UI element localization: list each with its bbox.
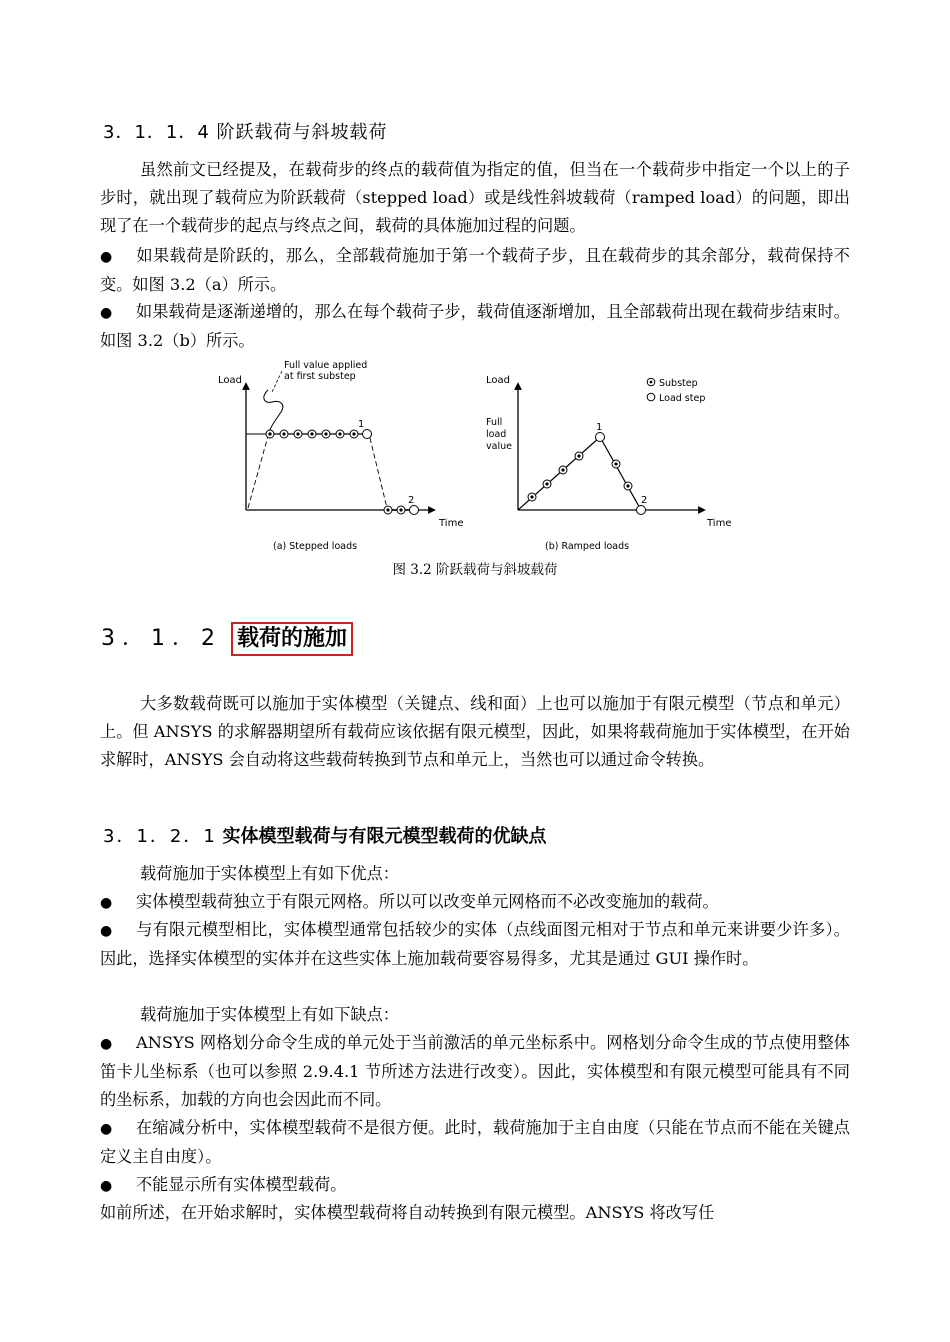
loadstep-label: 1 — [596, 422, 603, 433]
loadstep-label: 2 — [641, 495, 648, 506]
bullet-icon — [60, 1029, 136, 1058]
disadvantage-item — [100, 1171, 850, 1200]
paragraph-load-application: 大多数载荷既可以施加于实体模型（关键点、线和面）上也可以施加于有限元模型（节点和单元）上。但 ANSYS 的求解器期望所有载荷应该依据有限元模型，因此，如果将载荷施加于实体模型，在开始求解时，ANSYS 会自动将这些载荷转换到节点和单元上，当然也可以通过命令转换。 — [100, 694, 850, 769]
annotation-text: Full value applied — [284, 360, 368, 371]
section-number: 3．1．2．1 — [103, 826, 217, 847]
x-axis-label: Time — [707, 518, 732, 529]
bullet-text: 在缩减分析中，实体模型载荷不是很方便。此时，载荷施加于主自由度（只能在节点而不能在关键点定义主自由度）。 — [100, 1118, 850, 1166]
section-heading-3-1-2 — [101, 621, 353, 652]
disadvantage-item — [100, 1114, 850, 1171]
paragraph-intro: 虽然前文已经提及，在载荷步的终点的载荷值为指定的值，但当在一个载荷步中指定一个以上的子步时，就出现了载荷应为阶跃载荷（stepped load）或是线性斜坡载荷（ramped load）的问题，即出现了在一个载荷步的起点与终点之间，载荷的具体施加过程的问题。 — [100, 160, 850, 235]
ramped-load-chart — [486, 375, 731, 552]
stepped-load-chart — [218, 360, 463, 552]
bullet-icon — [60, 888, 136, 917]
annotation-squiggle — [264, 390, 283, 430]
bullet-text: 与有限元模型相比，实体模型通常包括较少的实体（点线面图元相对于节点和单元来讲要少许多）。因此，选择实体模型的实体并在这些实体上施加载荷要容易得多，尤其是通过 GUI 操作时。 — [100, 920, 850, 968]
section-number: 3．1．2 — [101, 626, 222, 651]
annotation-text: at first substep — [284, 371, 356, 382]
disadvantages-intro: 载荷施加于实体模型上有如下缺点： — [140, 1005, 399, 1024]
full-load-label: value — [486, 441, 512, 452]
section-title-highlighted: 载荷的施加 — [231, 622, 353, 656]
bullet-icon — [60, 916, 136, 945]
bullet-text: 不能显示所有实体模型载荷。 — [136, 1175, 347, 1194]
legend-loadstep-icon — [647, 393, 655, 401]
full-load-label: load — [486, 429, 507, 440]
bullet-icon — [60, 1171, 136, 1200]
y-axis-label: Load — [486, 375, 510, 386]
x-axis-label: Time — [439, 518, 464, 529]
paragraph-conversion: 如前所述，在开始求解时，实体模型载荷将自动转换到有限元模型。ANSYS 将改写任 — [100, 1203, 715, 1222]
full-load-label: Full — [486, 417, 503, 428]
bullet-icon — [60, 1114, 136, 1143]
loadstep-marker — [596, 433, 605, 442]
y-axis-label: Load — [218, 375, 242, 386]
figure-sublabel: (b) Ramped loads — [545, 541, 630, 552]
ramp-down-line — [600, 437, 641, 510]
section-heading-3-1-2-1 — [103, 822, 547, 848]
section-title: 阶跃载荷与斜坡载荷 — [216, 122, 388, 143]
ramp-up-line — [248, 436, 268, 508]
section-title: 实体模型载荷与有限元模型载荷的优缺点 — [222, 826, 547, 847]
disadvantage-item — [100, 1029, 850, 1114]
ramp-down-line — [370, 438, 387, 508]
annotation-leader — [272, 371, 282, 392]
advantage-item — [100, 888, 850, 917]
legend-loadstep-label: Load step — [659, 393, 706, 404]
legend-substep-label: Substep — [659, 378, 698, 389]
bullet-text: 如果载荷是阶跃的，那么，全部载荷施加于第一个载荷子步，且在载荷步的其余部分，载荷保持不变。如图 3.2（a）所示。 — [100, 246, 850, 294]
figure-caption: 图 3.2 阶跃载荷与斜坡载荷 — [392, 562, 558, 578]
loadstep-marker — [410, 506, 419, 515]
bullet-text: 如果载荷是逐渐递增的，那么在每个载荷子步，载荷值逐渐增加，且全部载荷出现在载荷步结束时。如图 3.2（b）所示。 — [100, 302, 850, 350]
advantage-item — [100, 916, 850, 973]
loadstep-marker — [363, 430, 372, 439]
advantages-intro: 载荷施加于实体模型上有如下优点： — [140, 864, 399, 883]
loadstep-label: 2 — [408, 495, 415, 506]
figure-3-2 — [0, 0, 950, 560]
bullet-text: 实体模型载荷独立于有限元网格。所以可以改变单元网格而不必改变施加的载荷。 — [136, 892, 719, 911]
section-number: 3．1．1．4 — [103, 122, 210, 143]
bullet-text: ANSYS 网格划分命令生成的单元处于当前激活的单元坐标系中。网格划分命令生成的节点使用整体笛卡儿坐标系（也可以参照 2.9.4.1 节所述方法进行改变）。因此，实体模型和有限元模型可能具有不同的坐标系，加载的方向也会因此而不同。 — [100, 1033, 850, 1109]
loadstep-label: 1 — [358, 419, 365, 430]
figure-sublabel: (a) Stepped loads — [273, 541, 358, 552]
loadstep-marker — [637, 506, 646, 515]
